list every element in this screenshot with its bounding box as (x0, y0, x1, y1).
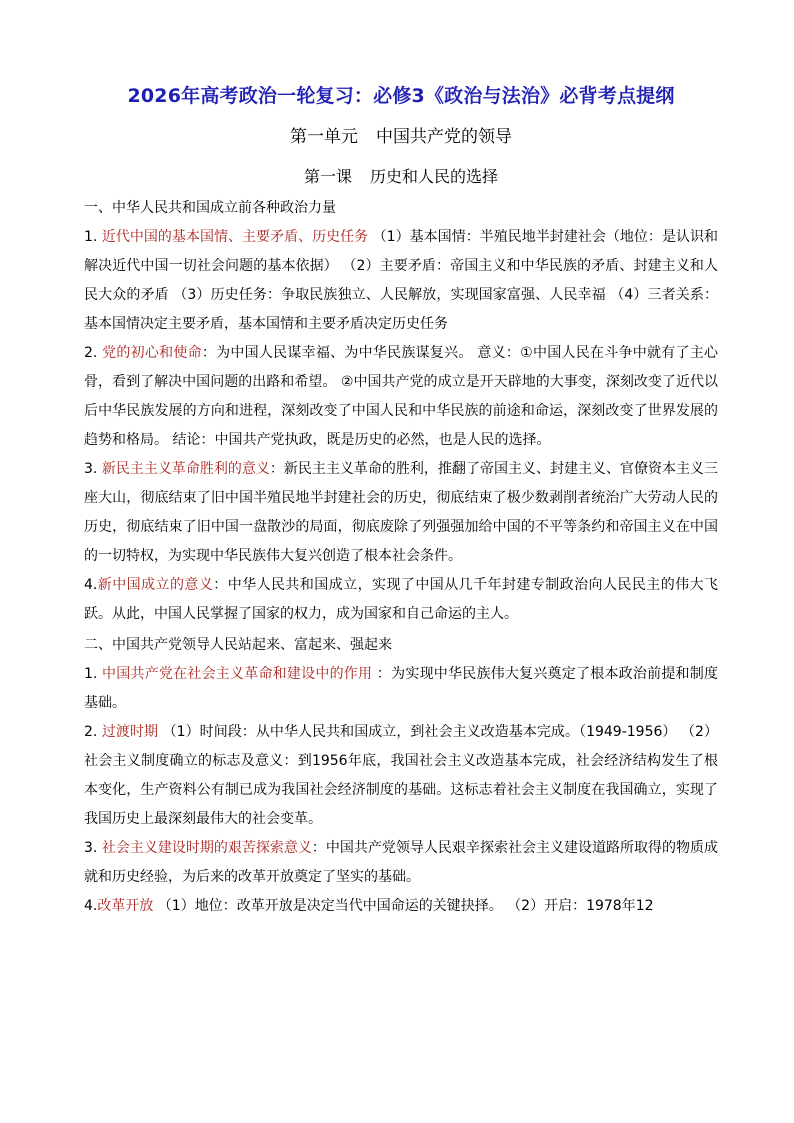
unit-title (84, 122, 718, 152)
item-text: ：为实现中华民族伟大复兴奠定了根本政治前提和制度基础。 (84, 666, 718, 711)
outline-item (84, 223, 718, 339)
item-number: 3. (84, 461, 102, 477)
lesson-title (84, 162, 718, 192)
item-keyword: 改革开放 (97, 898, 154, 914)
lesson-name: 历史和人民的选择 (370, 167, 499, 186)
lesson-number: 第一课 (303, 167, 352, 186)
item-text: （1）时间段：从中华人民共和国成立，到社会主义改造基本完成。（1949-1956） （2）社会主义制度确立的标志及意义：到1956年底，我国社会主义改造基本完成，社会经济结构发生了根本变化，生产资料公有制已成为我国社会经济制度的基础。这标志着社会主义制度在我国确立，实现了我国历史上最深刻最伟大的社会变革。 (84, 724, 719, 827)
outline-item (84, 892, 718, 921)
item-number: 1. (84, 666, 103, 682)
unit-name: 中国共产党的领导 (376, 127, 512, 147)
item-keyword: 新中国成立的意义 (97, 577, 214, 593)
item-text: ：为中国人民谋幸福、为中华民族谋复兴。 意义：①中国人民在斗争中就有了主心骨，看到了解决中国问题的出路和希望。 ②中国共产党的成立是开天辟地的大事变，深刻改变了近代以后中华民族发展的方向和进程，深刻改变了中国人民和中华民族的前途和命运，深刻改变了世界发展的趋势和格局。 结论：中国共产党执政，既是历史的必然，也是人民的选择。 (84, 345, 718, 448)
outline-item (84, 834, 718, 892)
item-number: 2. (84, 724, 102, 740)
item-keyword: 过渡时期 (101, 724, 159, 740)
outline-item (84, 660, 718, 718)
outline-item (84, 455, 718, 571)
item-keyword: 社会主义建设时期的艰苦探索意义 (101, 840, 312, 856)
item-number: 4. (84, 577, 98, 593)
item-number: 2. (84, 345, 103, 361)
item-keyword: 党的初心和使命 (102, 345, 202, 361)
item-text: ：新民主主义革命的胜利，推翻了帝国主义、封建主义、官僚资本主义三座大山，彻底结束了旧中国半殖民地半封建社会的历史，彻底结束了极少数剥削者统治广大劳动人民的历史，彻底结束了旧中国一盘散沙的局面，彻底废除了列强强加给中国的不平等条约和帝国主义在中国的一切特权，为实现中华民族伟大复兴创造了根本社会条件。 (84, 461, 719, 564)
item-number: 3. (84, 840, 102, 856)
item-text: （1）地位：改革开放是决定当代中国命运的关键抉择。 （2）开启：1978年12 (153, 898, 654, 914)
item-text: （1）基本国情：半殖民地半封建社会（地位：是认识和解决近代中国一切社会问题的基本依据） （2）主要矛盾：帝国主义和中华民族的矛盾、封建主义和人民大众的矛盾 （3）历史任务：争取民族独立、人民解放，实现国家富强、人民幸福 （4）三者关系：基本国情决定主要矛盾，基本国情和主要矛盾决定历史任务 (84, 229, 719, 332)
item-number: 1. (84, 229, 102, 245)
section-heading: 一、中华人民共和国成立前各种政治力量 (84, 200, 336, 216)
document-page (84, 80, 718, 921)
item-text: ：中国共产党领导人民艰辛探索社会主义建设道路所取得的物质成就和历史经验，为后来的改革开放奠定了坚实的基础。 (84, 840, 719, 885)
item-text: ：中华人民共和国成立，实现了中国从几千年封建专制政治向人民民主的伟大飞跃。从此，中国人民掌握了国家的权力，成为国家和自己命运的主人。 (84, 577, 719, 622)
outline-item (84, 571, 718, 629)
document-title: 2026年高考政治一轮复习：必修3《政治与法治》必背考点提纲 (127, 85, 675, 107)
item-keyword: 中国共产党在社会主义革命和建设中的作用 (102, 666, 373, 682)
item-number: 4. (84, 898, 98, 914)
outline-item (84, 718, 718, 834)
item-keyword: 新民主主义革命胜利的意义 (101, 461, 270, 477)
unit-number: 第一单元 (290, 127, 358, 147)
item-keyword: 近代中国的基本国情、主要矛盾、历史任务 (101, 229, 369, 245)
section-heading: 二、中国共产党领导人民站起来、富起来、强起来 (84, 637, 392, 653)
outline-item (84, 339, 718, 455)
